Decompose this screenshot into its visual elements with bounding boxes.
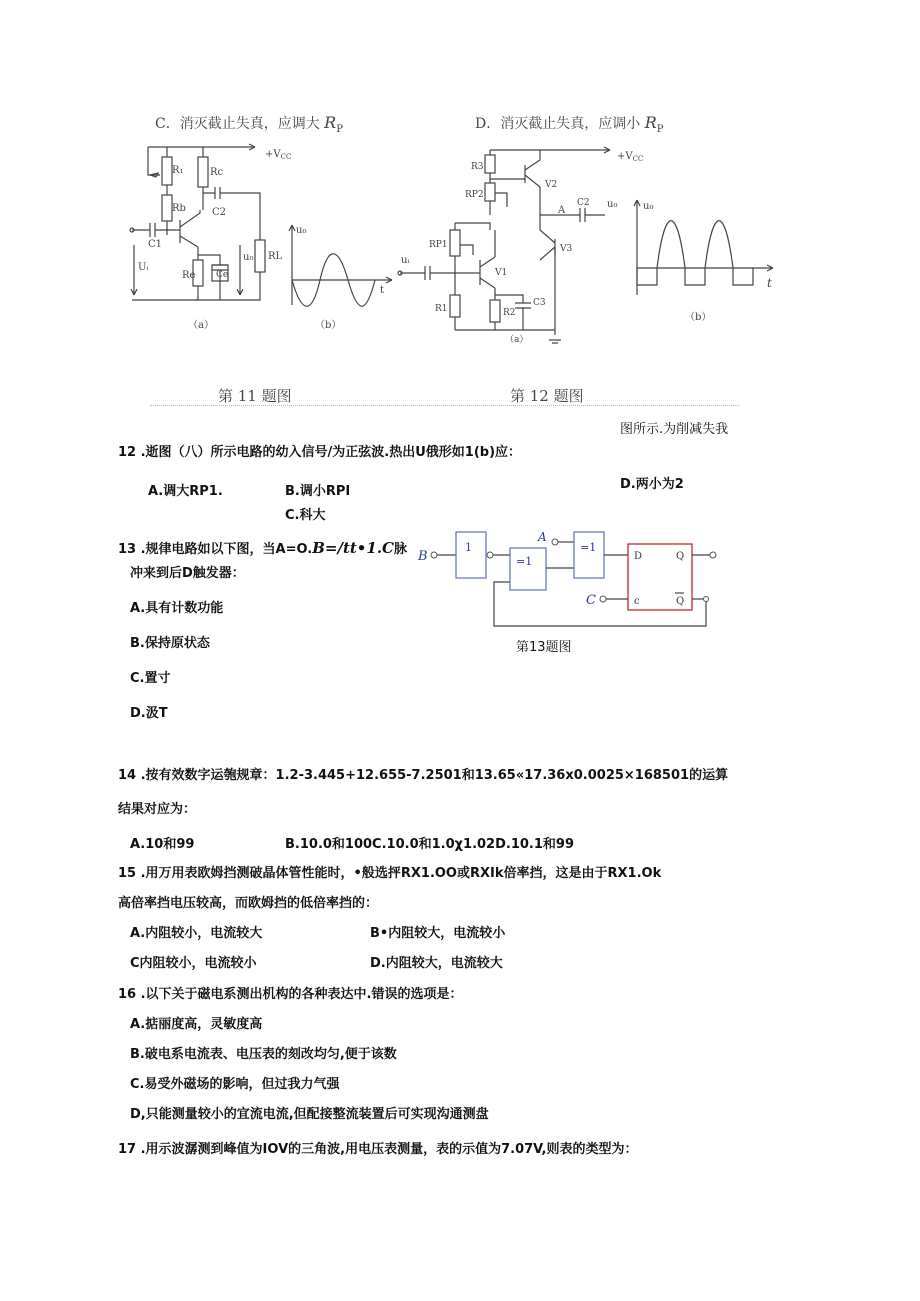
q12-option-a: A.调大RP1.	[148, 484, 223, 499]
q15-stem: 15 .用万用表欧姆挡测破晶体管性能时，•般选抨RX1.OO或RXIk倍率挡，这是由于RX1.Ok	[118, 866, 662, 881]
svg-text:C3: C3	[533, 298, 546, 308]
rl-resistor	[255, 240, 265, 272]
svg-text:u₀: u₀	[243, 252, 254, 263]
svg-text:B: B	[418, 549, 428, 564]
svg-text:V2: V2	[545, 180, 558, 190]
svg-text:A: A	[538, 530, 547, 544]
svg-text:（a）: （a）	[505, 335, 529, 345]
svg-text:+VCC: $+V_{CC}$	[617, 151, 644, 163]
svg-text:+VCC: $+V_{CC}$	[265, 149, 292, 161]
rb-resistor	[162, 195, 172, 221]
q13-option-c: C.置寸	[130, 671, 171, 686]
svg-text:R1: R1	[435, 304, 448, 314]
svg-text:R3: R3	[471, 162, 484, 172]
q12-option-b: B.调小RPI	[285, 484, 351, 499]
q14-stem-line2: 结果对应为：	[118, 802, 197, 817]
q17-stem: 17 .用示波潺测到峰值为IOV的三角波,用电压表测量，表的示值为7.07V,则表的类型为：	[118, 1142, 638, 1157]
q16-option-b: B.破电系电流表、电压表的刻改均匀,便于该数	[130, 1047, 397, 1062]
fig12-circuit	[395, 135, 785, 350]
svg-text:Re: Re	[182, 270, 196, 281]
svg-text:R2: R2	[503, 308, 516, 318]
svg-text:u₀: u₀	[607, 199, 618, 210]
svg-text:Q: Q	[676, 596, 685, 607]
divider	[150, 405, 740, 406]
svg-text:C: C	[586, 593, 596, 608]
q15-stem-line2: 高倍率挡电压较高，而欧姆挡的低倍率挡的：	[118, 896, 379, 911]
q14-stem: 14 .按有效数字运匏规章：1.2-3.445+12.655-7.2501和13.65«17.36x0.0025×168501的运算	[118, 768, 729, 783]
svg-text:V3: V3	[560, 244, 573, 254]
transistor-v3	[540, 215, 555, 260]
fig13-caption: 第13题图	[516, 640, 572, 655]
svg-text:Ce: Ce	[216, 270, 229, 280]
rc-resistor	[198, 157, 208, 187]
fig13-logic-circuit	[410, 522, 730, 632]
svg-text:c: c	[634, 596, 640, 607]
q16-option-d: D,只能测量较小的宜流电流,但配接整流装置后可实现沟通测盘	[130, 1107, 489, 1122]
svg-text:C2: C2	[212, 207, 227, 218]
svg-text:uᵢ: uᵢ	[401, 255, 410, 266]
q16-stem: 16 .以下关于磁电系测出机构的各种表达中.错误的选项是：	[118, 987, 463, 1002]
svg-text:C2: C2	[577, 198, 590, 208]
q13-stem: 13 .规律电路如以下图，当A=O.B=/tt•1.C脉	[118, 539, 408, 557]
q13-stem-line2: 冲来到后D触发器：	[130, 566, 245, 581]
svg-text:V1: V1	[495, 268, 508, 278]
q13-option-b: B.保持原状态	[130, 636, 210, 651]
svg-text:Q: Q	[676, 551, 685, 562]
svg-text:A: A	[558, 205, 566, 216]
svg-text:1: 1	[465, 541, 472, 554]
fig11-label: 第 11 题图	[218, 387, 292, 405]
svg-text:t: t	[380, 285, 385, 296]
svg-text:R₁: R₁	[172, 165, 184, 176]
q15-option-c: C内阻较小，电流较小	[130, 956, 257, 971]
q12-option-d: D.两小为2	[620, 477, 684, 492]
q15-option-b: B•内阻较大，电流较小	[370, 926, 506, 941]
svg-text:RL: RL	[268, 251, 283, 262]
svg-text:D: D	[634, 551, 643, 562]
svg-text:Rb: Rb	[172, 203, 186, 214]
svg-text:u₀: u₀	[296, 225, 307, 236]
q13-option-a: A.具有计数功能	[130, 601, 224, 616]
bjt	[180, 210, 200, 247]
svg-text:（b）: （b）	[315, 320, 342, 331]
transistor-v2	[525, 160, 540, 187]
svg-text:RP1: RP1	[429, 240, 448, 250]
not-gate	[456, 532, 486, 578]
svg-text:（b）: （b）	[685, 312, 712, 323]
q12-stem: 12 .逝图（八）所示电路的幼入信号/为正弦波.热出U俄形如1(b)应：	[118, 445, 522, 460]
svg-text:RP2: RP2	[465, 190, 484, 200]
q14-option-bcd: B.10.0和100C.10.0和1.0χ1.02D.10.1和99	[285, 837, 574, 852]
q15-option-a: A.内阻较小，电流较大	[130, 926, 263, 941]
q13-option-d: D.汲T	[130, 706, 168, 721]
rp-resistor	[162, 157, 172, 185]
svg-text:t: t	[767, 276, 772, 290]
fig12-option-d: D．消灭截止失真，应调小 $R_P$	[475, 113, 664, 135]
fig11-option-c: C．消灭截止失真，应调大 $R_P$	[155, 113, 343, 135]
svg-text:Rc: Rc	[210, 167, 224, 178]
fig11-circuit	[120, 135, 420, 350]
q15-option-d: D.内阻较大，电流较大	[370, 956, 503, 971]
transistor-v1	[480, 257, 495, 288]
q14-option-a: A.10和99	[130, 837, 195, 852]
svg-text:=1: =1	[580, 541, 597, 554]
q12-option-c: C.科大	[285, 508, 326, 523]
fig12-label: 第 12 题图	[510, 387, 584, 405]
svg-text:=1: =1	[516, 555, 533, 568]
svg-text:（a）: （a）	[188, 320, 214, 331]
svg-text:C1: C1	[148, 239, 163, 250]
svg-text:Uᵢ: Uᵢ	[138, 262, 149, 273]
xor-gate-2	[574, 532, 604, 578]
note-right: 图所示.为削减失我	[620, 422, 729, 437]
svg-text:u₀: u₀	[643, 201, 654, 212]
q16-option-a: A.掂丽度高，灵敏度高	[130, 1017, 263, 1032]
q16-option-c: C.易受外磁场的影响，但过我力气强	[130, 1077, 340, 1092]
